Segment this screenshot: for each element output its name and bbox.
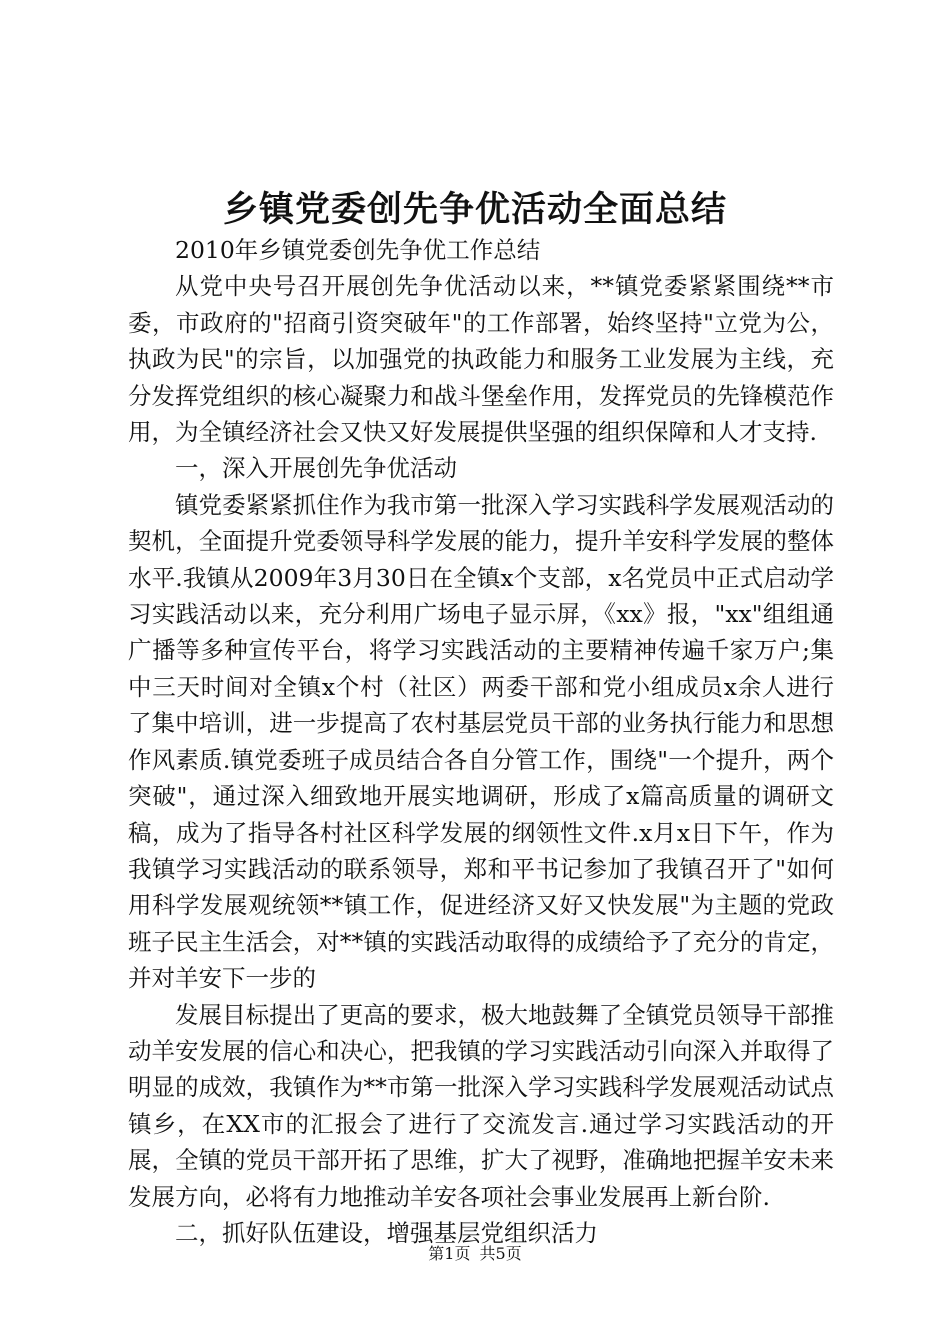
intro-paragraph: 从党中央号召开展创先争优活动以来，**镇党委紧紧围绕**市委，市政府的"招商引资突破年"的工作部署，始终坚持"立党为公，执政为民"的宗旨，以加强党的执政能力和服务工业发展为主线，充分发挥党组织的核心凝聚力和战斗堡垒作用，发挥党员的先锋模范作用，为全镇经济社会又快又好发展提供坚强的组织保障和人才支持.: [128, 272, 834, 447]
section-heading-1: 一，深入开展创先争优活动: [175, 454, 457, 483]
section-1-paragraph-2: 发展目标提出了更高的要求，极大地鼓舞了全镇党员领导干部推动羊安发展的信心和决心，把我镇的学习实践活动引向深入并取得了明显的成效，我镇作为**市第一批深入学习实践科学发展观活动试点镇乡，在XX市的汇报会了进行了交流发言.通过学习实践活动的开展，全镇的党员干部开拓了思维，扩大了视野，准确地把握羊安未来发展方向，必将有力地推动羊安各项社会事业发展再上新台阶.: [128, 1000, 834, 1211]
document-title: 乡镇党委创先争优活动全面总结: [222, 189, 727, 230]
subtitle-paragraph: 2010年乡镇党委创先争优工作总结: [175, 236, 541, 264]
page-number-footer: 第1页 共5页: [428, 1244, 522, 1263]
section-heading-2: 二，抓好队伍建设，增强基层党组织活力: [175, 1218, 598, 1247]
section-1-paragraph-1: 镇党委紧紧抓住作为我市第一批深入学习实践科学发展观活动的契机，全面提升党委领导科学发展的能力，提升羊安科学发展的整体水平.我镇从2009年3月30日在全镇x个支部，x名党员中正式启动学习实践活动以来，充分利用广场电子显示屏，《xx》报，"xx"组组通广播等多种宣传平台，将学习实践活动的主要精神传遍千家万户;集中三天时间对全镇x个村（社区）两委干部和党小组成员x余人进行了集中培训，进一步提高了农村基层党员干部的业务执行能力和思想作风素质.镇党委班子成员结合各自分管工作，围绕"一个提升，两个突破"，通过深入细致地开展实地调研，形成了x篇高质量的调研文稿，成为了指导各村社区科学发展的纲领性文件.x月x日下午，作为我镇学习实践活动的联系领导，郑和平书记参加了我镇召开了"如何用科学发展观统领**镇工作，促进经济又好又快发展"为主题的党政班子民主生活会，对**镇的实践活动取得的成绩给予了充分的肯定，并对羊安下一步的: [128, 490, 834, 993]
document-body: [128, 232, 834, 1251]
